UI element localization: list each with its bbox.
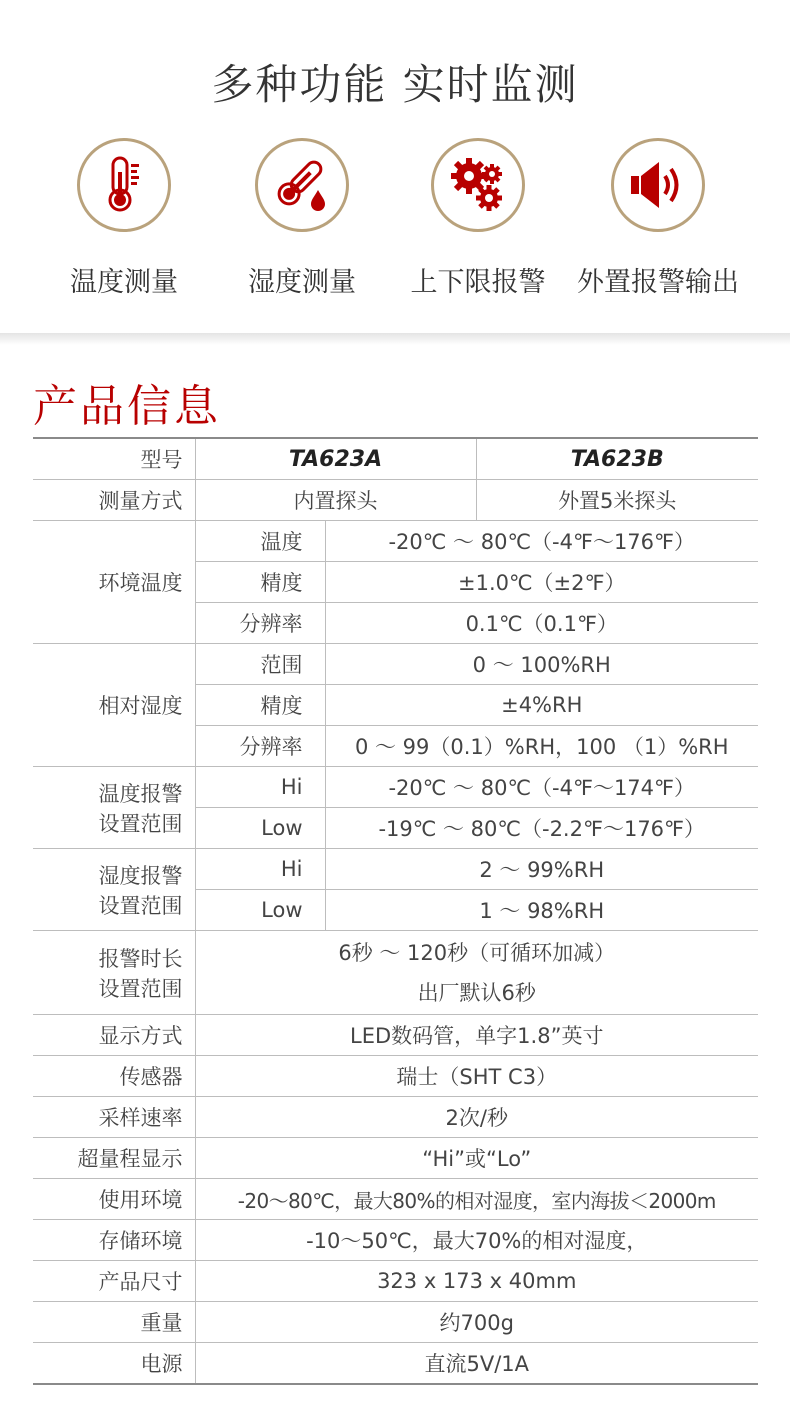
spec-value: 1 ～ 98%RH bbox=[325, 890, 758, 931]
feature-label: 温度测量 bbox=[70, 267, 178, 298]
spec-label: 型号 bbox=[33, 438, 195, 480]
spec-label-line: 设置范围 bbox=[98, 976, 183, 1001]
thermometer-icon bbox=[77, 138, 171, 232]
table-row bbox=[33, 1179, 758, 1220]
spec-value: -20℃ ～ 80℃（-4℉～176℉） bbox=[325, 521, 758, 562]
spec-value-line: 出厂默认6秒 bbox=[417, 980, 536, 1005]
spec-value: -10～50℃，最大70%的相对湿度， bbox=[195, 1220, 758, 1261]
spec-group-label-line: 设置范围 bbox=[98, 893, 183, 918]
table-row bbox=[33, 1056, 758, 1097]
spec-label bbox=[33, 931, 195, 1015]
features-panel bbox=[0, 0, 790, 333]
spec-label: 产品尺寸 bbox=[33, 1261, 195, 1302]
table-row bbox=[33, 1220, 758, 1261]
spec-value: 0.1℃（0.1℉） bbox=[325, 603, 758, 644]
spec-value: “Hi”或“Lo” bbox=[195, 1138, 758, 1179]
spec-value: 外置5米探头 bbox=[476, 480, 758, 521]
spec-label: 传感器 bbox=[33, 1056, 195, 1097]
table-row bbox=[33, 438, 758, 480]
spec-value: 0 ～ 99（0.1）%RH，100 （1）%RH bbox=[325, 726, 758, 767]
table-row bbox=[33, 1097, 758, 1138]
speaker-icon bbox=[611, 138, 705, 232]
spec-label: 存储环境 bbox=[33, 1220, 195, 1261]
spec-value: 直流5V/1A bbox=[195, 1343, 758, 1385]
panel-shadow bbox=[0, 333, 790, 345]
thermometer-drop-icon bbox=[255, 138, 349, 232]
table-row bbox=[33, 849, 758, 890]
spec-sub-label: 分辨率 bbox=[195, 603, 325, 644]
spec-value bbox=[195, 931, 758, 1015]
spec-group-label bbox=[33, 849, 195, 931]
spec-value: ±4%RH bbox=[325, 685, 758, 726]
section-title: 产品信息 bbox=[33, 381, 221, 432]
table-row bbox=[33, 1138, 758, 1179]
spec-value: 内置探头 bbox=[195, 480, 476, 521]
spec-sub-label: 范围 bbox=[195, 644, 325, 685]
spec-label: 超量程显示 bbox=[33, 1138, 195, 1179]
feature-alarm-limits bbox=[390, 138, 566, 299]
spec-value: ±1.0℃（±2℉） bbox=[325, 562, 758, 603]
spec-label: 电源 bbox=[33, 1343, 195, 1385]
spec-label: 采样速率 bbox=[33, 1097, 195, 1138]
features-headline: 多种功能 实时监测 bbox=[211, 60, 579, 109]
table-row bbox=[33, 644, 758, 685]
spec-value: 约700g bbox=[195, 1302, 758, 1343]
spec-label: 测量方式 bbox=[33, 480, 195, 521]
spec-sub-label: 精度 bbox=[195, 685, 325, 726]
spec-value: -20～80℃，最大80%的相对湿度，室内海拔＜2000m bbox=[195, 1179, 758, 1220]
table-row bbox=[33, 931, 758, 1015]
feature-temperature bbox=[36, 138, 212, 299]
feature-label: 湿度测量 bbox=[248, 267, 356, 298]
spec-value: 2 ～ 99%RH bbox=[325, 849, 758, 890]
feature-humidity bbox=[214, 138, 390, 299]
spec-label: 使用环境 bbox=[33, 1179, 195, 1220]
model-a: TA623A bbox=[195, 438, 476, 480]
table-row bbox=[33, 1302, 758, 1343]
spec-sub-label: Hi bbox=[195, 849, 325, 890]
spec-value: 2次/秒 bbox=[195, 1097, 758, 1138]
spec-sub-label: 精度 bbox=[195, 562, 325, 603]
spec-label: 重量 bbox=[33, 1302, 195, 1343]
spec-label-line: 报警时长 bbox=[98, 946, 183, 971]
spec-group-label-line: 湿度报警 bbox=[98, 863, 183, 888]
spec-group-label: 环境温度 bbox=[33, 521, 195, 644]
spec-group-label: 相对湿度 bbox=[33, 644, 195, 767]
feature-label: 外置报警输出 bbox=[577, 267, 739, 298]
spec-group-label-line: 温度报警 bbox=[98, 781, 183, 806]
table-row bbox=[33, 767, 758, 808]
spec-sub-label: 温度 bbox=[195, 521, 325, 562]
spec-value-line: 6秒 ～ 120秒（可循环加减） bbox=[338, 940, 616, 965]
table-row bbox=[33, 1261, 758, 1302]
spec-value: LED数码管，单字1.8”英寸 bbox=[195, 1015, 758, 1056]
model-b: TA623B bbox=[476, 438, 758, 480]
table-row bbox=[33, 1343, 758, 1385]
spec-value: -19℃ ～ 80℃（-2.2℉～176℉） bbox=[325, 808, 758, 849]
spec-value: 瑞士（SHT C3） bbox=[195, 1056, 758, 1097]
spec-table bbox=[33, 437, 758, 1385]
spec-value: 323 x 173 x 40mm bbox=[195, 1261, 758, 1302]
spec-group-label-line: 设置范围 bbox=[98, 811, 183, 836]
spec-sub-label: Low bbox=[195, 890, 325, 931]
feature-external-alarm bbox=[570, 138, 746, 299]
gears-icon bbox=[431, 138, 525, 232]
spec-group-label bbox=[33, 767, 195, 849]
spec-label: 显示方式 bbox=[33, 1015, 195, 1056]
spec-value: -20℃ ～ 80℃（-4℉～174℉） bbox=[325, 767, 758, 808]
feature-label: 上下限报警 bbox=[410, 267, 546, 298]
table-row bbox=[33, 480, 758, 521]
spec-sub-label: Low bbox=[195, 808, 325, 849]
spec-sub-label: 分辨率 bbox=[195, 726, 325, 767]
table-row bbox=[33, 1015, 758, 1056]
spec-value: 0 ～ 100%RH bbox=[325, 644, 758, 685]
spec-sub-label: Hi bbox=[195, 767, 325, 808]
table-row bbox=[33, 521, 758, 562]
